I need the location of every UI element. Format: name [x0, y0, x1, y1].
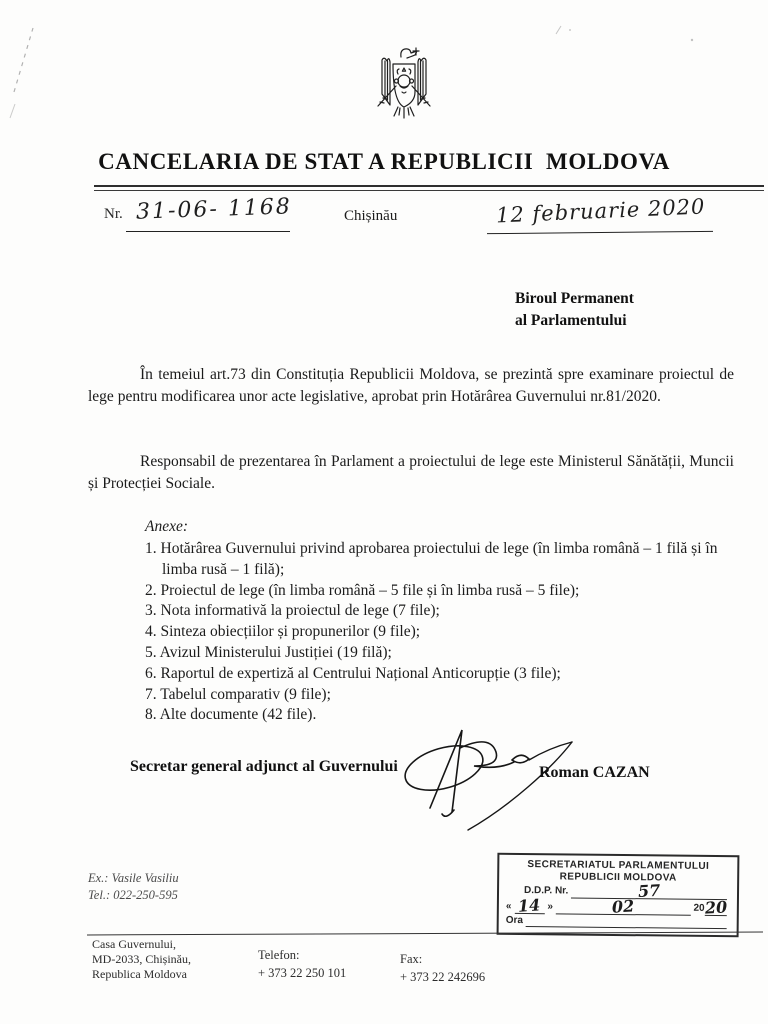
stamp-ora-label: Ora — [505, 914, 524, 927]
annex-item: Alte documente (42 file). — [159, 706, 317, 724]
stamp-org-line1: SECRETARIATUL PARLAMENTULUI — [527, 859, 710, 872]
annex-item: Raportul de expertiză al Centrului Național Anticorupție (3 file); — [160, 664, 561, 682]
body-paragraph-1: În temeiul art.73 din Constituția Republicii Moldova, se prezintă spre examinare proiectul de lege pentru modificarea unor acte legislative, aprobat prin Hotărârea Guvernului nr.81/2020. — [88, 366, 734, 405]
annex-item: Nota informativă la proiectul de lege (7 file); — [160, 602, 440, 620]
date-underline — [487, 231, 713, 234]
signature-title: Secretar general adjunct al Guvernului — [130, 758, 398, 775]
addressee-block — [515, 288, 634, 332]
footer-phone-label: Telefon: — [258, 948, 300, 962]
coat-of-arms-icon — [374, 44, 434, 132]
stamp-ddp-value: 57 — [637, 880, 661, 901]
stamp-year-prefix: 20 — [693, 902, 705, 914]
document-title: CANCELARIA DE STAT A REPUBLICII MOLDOVA — [98, 149, 670, 174]
annexes-label: Anexe: — [145, 518, 189, 535]
executor-block — [88, 870, 179, 904]
stamp-day-value: 14 — [517, 895, 542, 916]
signature-name: Roman CAZAN — [539, 764, 650, 781]
annex-item: Tabelul comparativ (9 file); — [160, 685, 331, 703]
footer-fax-value: + 373 22 242696 — [400, 970, 486, 984]
stamp-day-open-quote: « — [505, 900, 512, 912]
footer-address-line2: MD-2033, Chișinău, — [92, 951, 191, 966]
executor-name: Ex.: Vasile Vasiliu — [88, 871, 179, 885]
letter-number-value: 31-06- 1168 — [135, 194, 293, 225]
annex-item: Sinteza obiecțiilor și propunerilor (9 file); — [160, 623, 421, 641]
stamp-ddp-label: D.D.P. Nr. — [523, 885, 569, 897]
stamp-day-close-quote: » — [547, 901, 554, 913]
stamp-org-line2: REPUBLICII MOLDOVA — [559, 870, 677, 884]
footer-fax — [400, 950, 485, 986]
annex-item: Hotărârea Guvernului privind aprobarea proiectului de lege (în limba română – 1 filă și în limba rusă – 1 filă); — [160, 540, 718, 578]
footer-address-line1: Casa Guvernului, — [92, 937, 176, 951]
city-label: Chișinău — [344, 208, 398, 224]
letter-number-underline — [126, 231, 290, 232]
stamp-year-underline — [704, 897, 728, 918]
header-rule — [94, 185, 764, 191]
addressee-line1: Biroul Permanent — [515, 290, 634, 307]
footer-address-line3: Republica Moldova — [92, 966, 187, 981]
registration-stamp — [497, 853, 740, 938]
annexes-list — [145, 539, 739, 726]
annex-item: Proiectul de lege (în limba română – 5 file și în limba rusă – 5 file); — [160, 581, 580, 599]
addressee-line2: al Parlamentului — [515, 312, 627, 329]
footer-phone-value: + 373 22 250 101 — [258, 966, 347, 980]
annex-item: Avizul Ministerului Justiției (19 filă); — [159, 643, 392, 661]
footer-fax-label: Fax: — [400, 952, 423, 966]
stamp-month-underline — [556, 896, 691, 917]
body-paragraph-2: Responsabil de prezentarea în Parlament a proiectului de lege este Ministerul Sănătății, Muncii și Protecției Sociale. — [88, 453, 734, 492]
stamp-year-value: 20 — [704, 897, 728, 918]
letter-number-label: Nr. — [104, 206, 123, 222]
footer-address — [92, 937, 191, 981]
stamp-month-value: 02 — [611, 896, 635, 917]
stamp-ora-underline — [526, 915, 727, 929]
stamp-day-underline — [514, 895, 544, 916]
stamp-ddp-underline — [571, 880, 727, 901]
date-value: 12 februarie 2020 — [495, 194, 706, 228]
footer-phone — [258, 946, 346, 982]
executor-phone: Tel.: 022-250-595 — [88, 888, 178, 902]
